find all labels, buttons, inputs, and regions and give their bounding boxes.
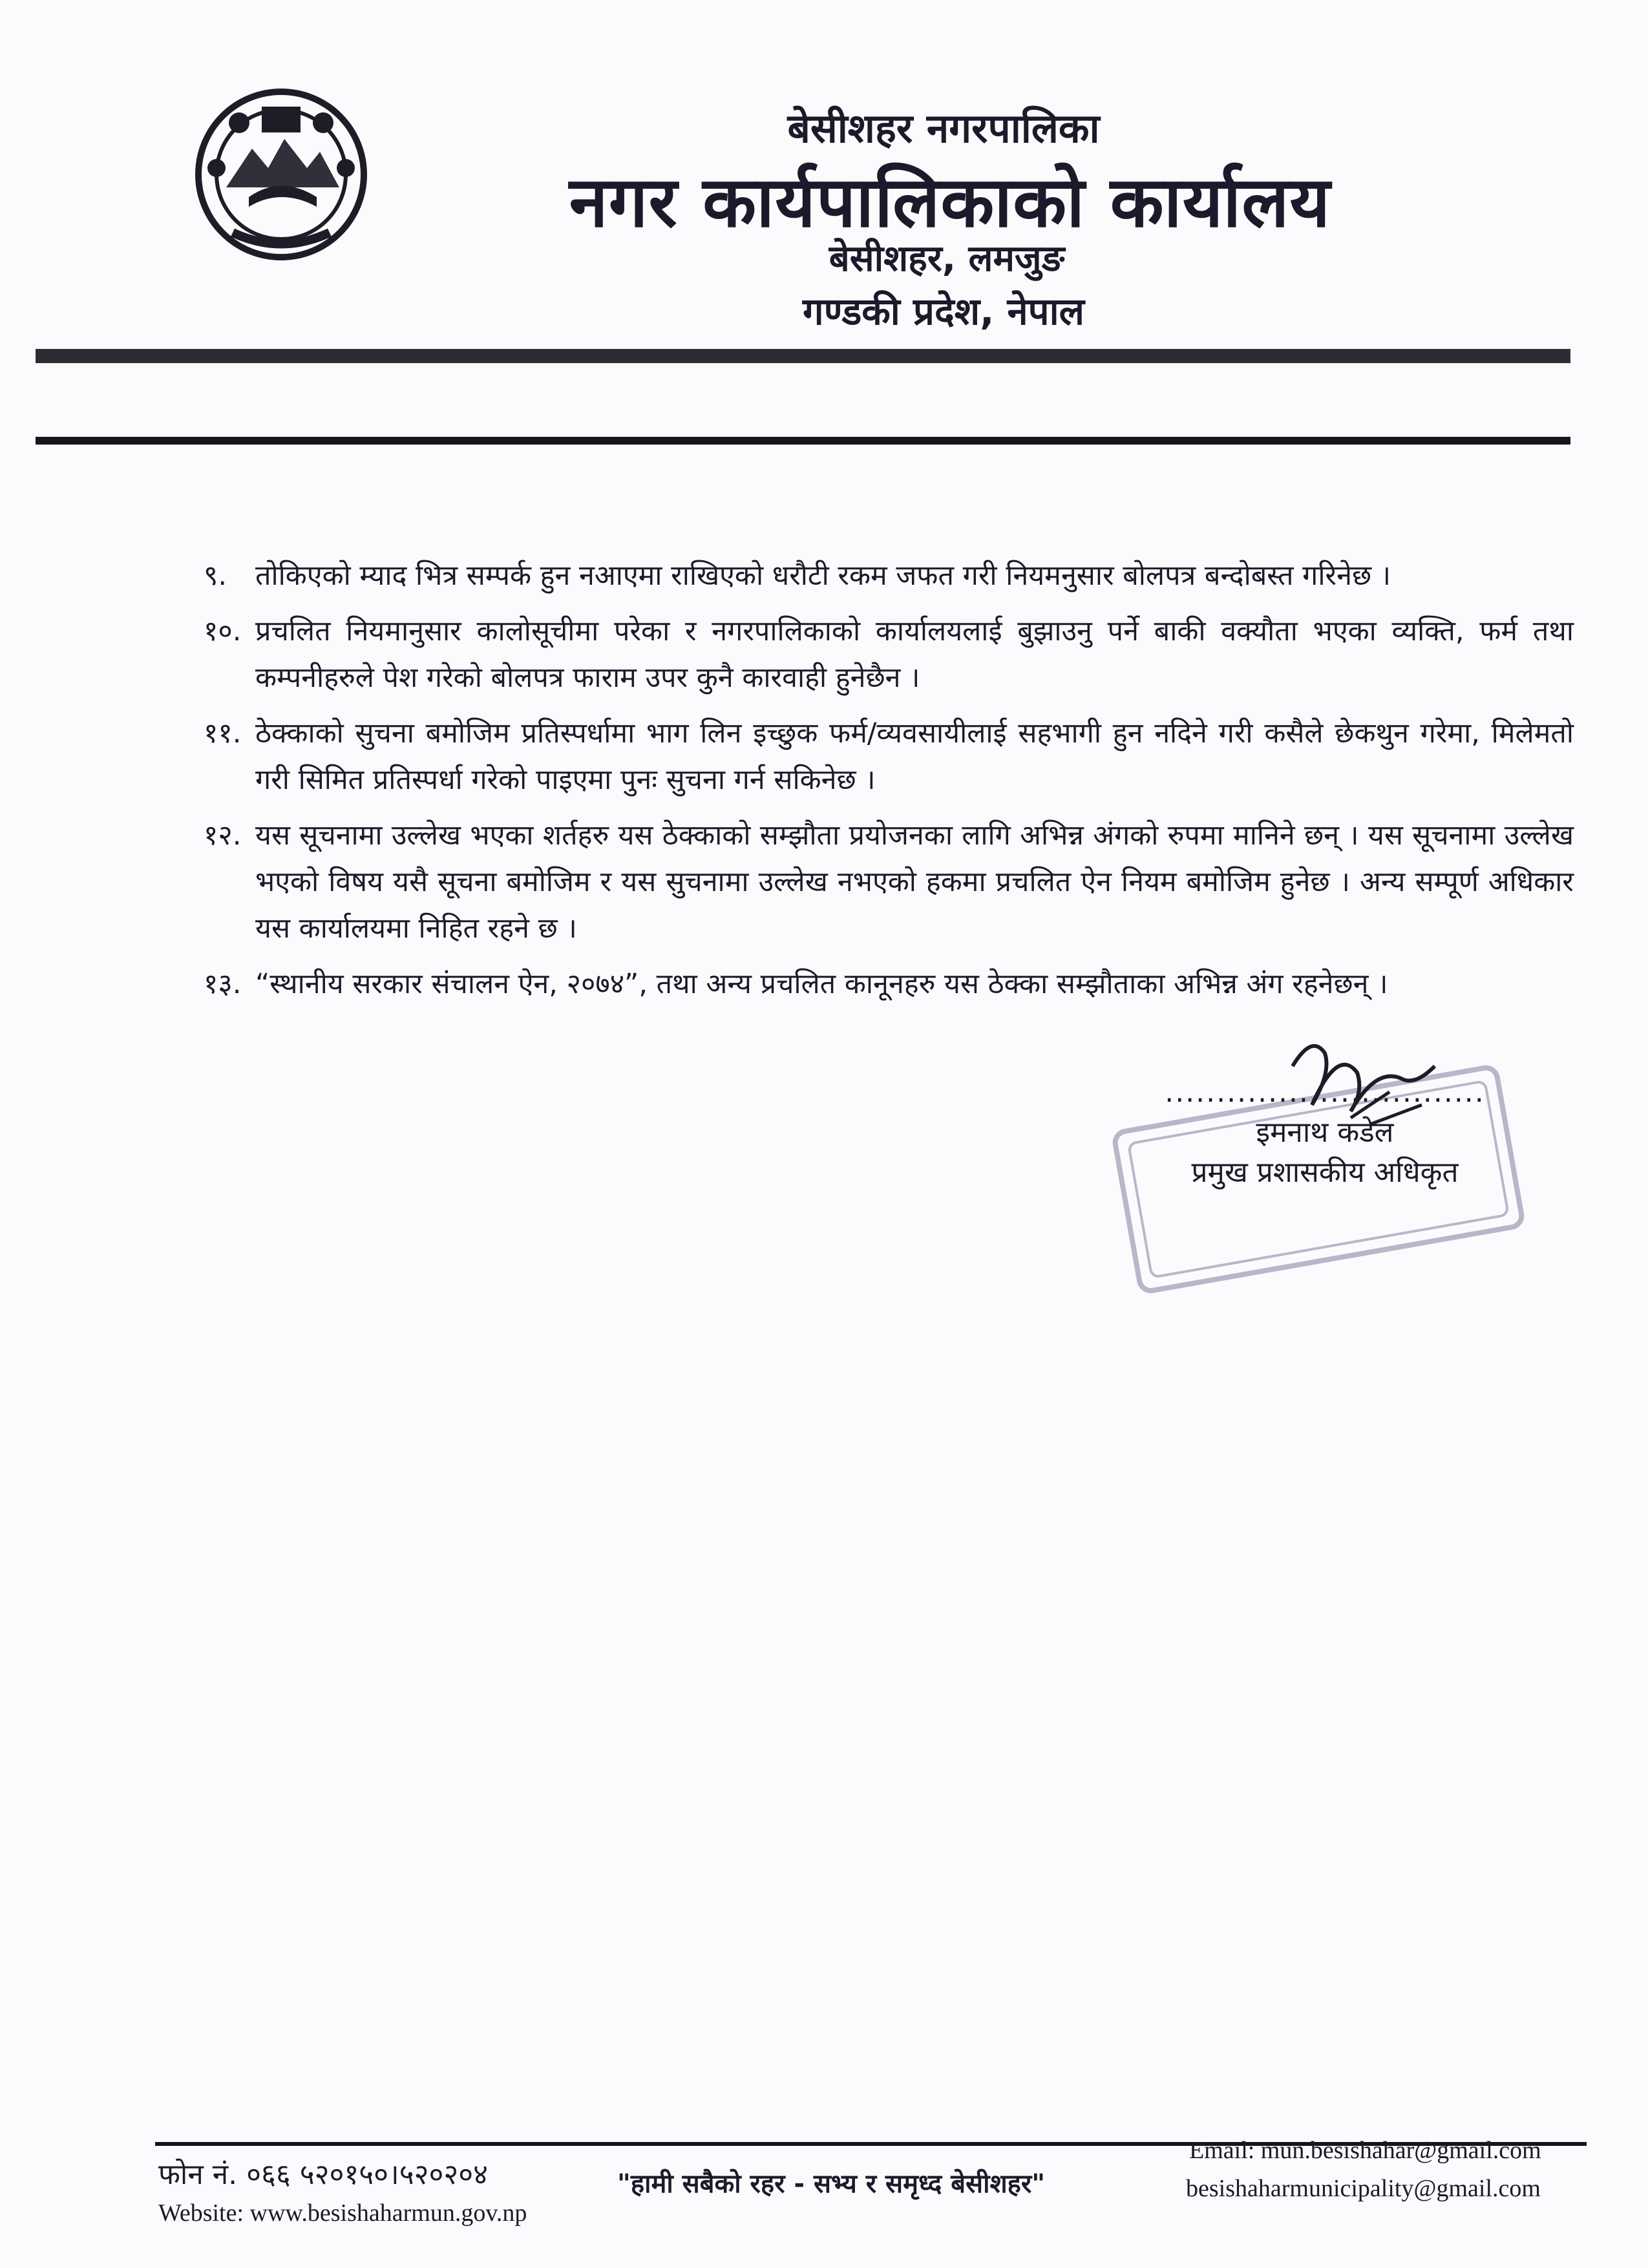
clause-item [204,812,1574,952]
header-divider-thin [36,437,1570,445]
footer-email-primary[interactable]: Email: mun.besishahar@gmail.com [1189,2137,1541,2164]
signature-block [1150,1073,1499,1193]
nepal-emblem-icon [187,78,375,271]
clause-number: १०. [204,615,242,647]
clause-text: ठेक्काको सुचना बमोजिम प्रतिस्पर्धामा भाग लिन इच्छुक फर्म/व्यवसायीलाई सहभागी हुन नदिने गरी कसैले छेकथुन गरेमा, मिलेमतो गरी सिमित प्रतिस्पर्धा गरेको पाइएमा पुनः सुचना गर्न सकिनेछ । [255,717,1574,796]
office-location: बेसीशहर, लमजुङ [829,238,1065,280]
header-divider-thick [36,349,1570,363]
office-name: नगर कार्यपालिकाको कार्यालय [569,162,1331,243]
clause-item [204,961,1574,1007]
emblem-graphic [187,78,375,271]
clause-item [204,608,1574,701]
notice-clauses [204,552,1574,1016]
clause-number: १२. [204,819,242,852]
clause-number: ११. [204,717,242,750]
clause-number: १३. [204,968,242,1000]
clause-item [204,710,1574,803]
footer-phone: फोन नं. ०६६ ५२०१५०।५२०२०४ [158,2158,488,2191]
footer-email-secondary[interactable]: besishaharmunicipality@gmail.com [1186,2175,1541,2202]
signature-dots: ............................... [1165,1076,1485,1109]
signatory-designation: प्रमुख प्रशासकीय अधिकृत [1191,1156,1459,1189]
clause-text: प्रचलित नियमानुसार कालोसूचीमा परेका र नगरपालिकाको कार्यालयलाई बुझाउनु पर्ने बाकी वक्यौता भएका व्यक्ति, फर्म तथा कम्पनीहरुले पेश गरेको बोलपत्र फाराम उपर कुनै कारवाही हुनेछैन । [255,615,1574,694]
footer-motto: "हामी सबैको रहर - सभ्य र समृध्द बेसीशहर" [617,2169,1046,2199]
municipality-name: बेसीशहर नगरपालिका [787,105,1100,152]
clause-text: तोकिएको म्याद भित्र सम्पर्क हुन नआएमा राखिएको धरौटी रकम जफत गरी नियमनुसार बोलपत्र बन्दोबस्त गरिनेछ । [255,560,1391,592]
clause-text: यस सूचनामा उल्लेख भएका शर्तहरु यस ठेक्काको सम्झौता प्रयोजनका लागि अभिन्न अंगको रुपमा मानिने छन् । यस सूचनामा उल्लेख भएको विषय यसै सूचना बमोजिम र यस सुचनामा उल्लेख नभएको हकमा प्रचलित ऐन नियम बमोजिम हुनेछ । अन्य सम्पूर्ण अधिकार यस कार्यालयमा निहित रहने छ । [255,819,1574,945]
clause-number: ९. [204,560,227,592]
office-province: गण्डकी प्रदेश, नेपाल [803,289,1084,333]
clause-text: “स्थानीय सरकार संचालन ऐन, २०७४”, तथा अन्य प्रचलित कानूनहरु यस ठेक्का सम्झौताका अभिन्न अंग रहनेछन् । [255,968,1388,1000]
clause-item [204,552,1574,599]
footer-website[interactable]: Website: www.besishaharmun.gov.np [158,2200,527,2227]
signatory-name: इमनाथ कडेल [1256,1116,1394,1149]
